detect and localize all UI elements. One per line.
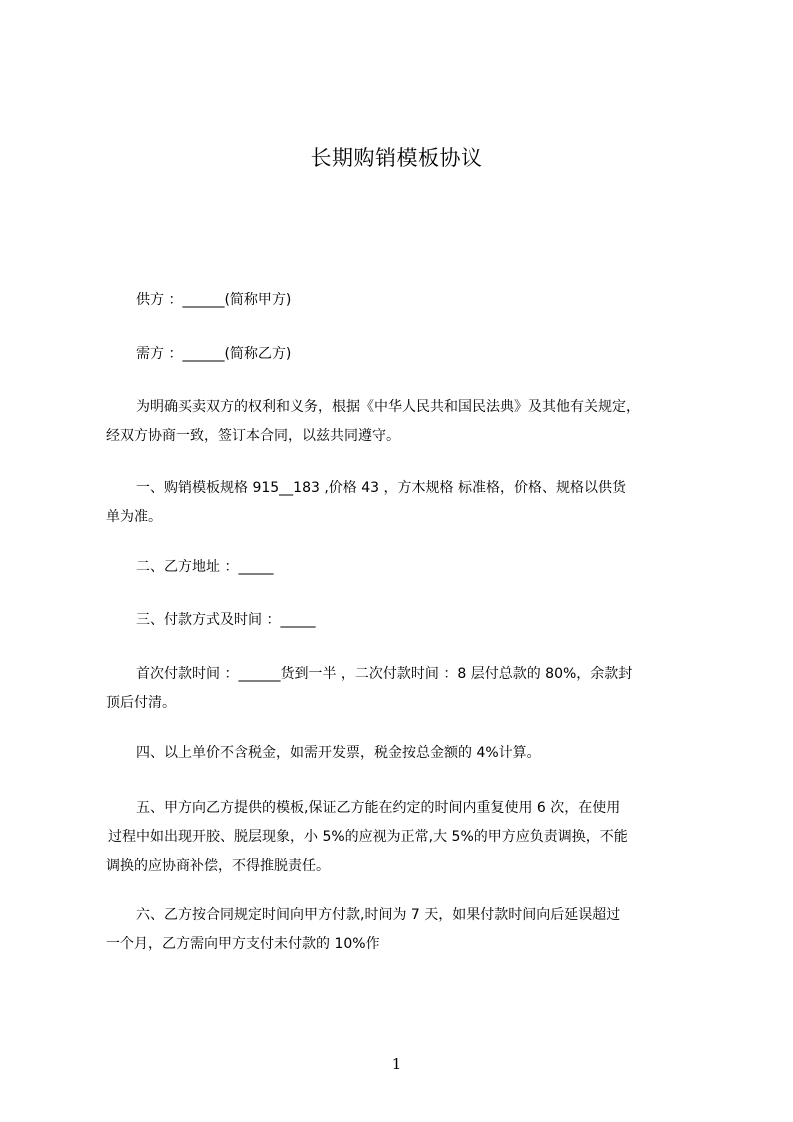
supplier-line — [106, 286, 706, 315]
preamble-paragraph — [106, 393, 706, 451]
paragraph-line: 单为准。 — [106, 509, 162, 525]
clause-2-paragraph — [106, 553, 706, 582]
paragraph-line: 五、甲方向乙方提供的模板,保证乙方能在约定的时间内重复使用 6 次，在使用 — [136, 800, 621, 816]
buyer-line — [106, 340, 706, 369]
clause-6-paragraph — [106, 901, 706, 959]
clause-5-paragraph — [106, 794, 706, 881]
paragraph-line: 需方 ：______(简称乙方) — [136, 346, 292, 362]
payment-schedule-paragraph — [106, 660, 706, 718]
paragraph-line: 首次付款时间 ：______货到一半 ，二次付款时间 ：8 层付总款的 80%，余款封 — [136, 666, 633, 682]
document-title: 长期购销模板协议 — [310, 146, 483, 170]
paragraph-line: 三、付款方式及时间 ：_____ — [136, 612, 316, 628]
clause-4-paragraph — [106, 739, 706, 768]
paragraph-line: 一个月，乙方需向甲方支付未付款的 10%作 — [106, 936, 380, 952]
paragraph-line: 为明确买卖双方的权利和义务，根据《中华人民共和国民法典》及其他有关规定， — [136, 399, 640, 415]
clause-3-paragraph — [106, 606, 706, 635]
paragraph-line: 经双方协商一致，签订本合同，以兹共同遵守。 — [106, 428, 400, 444]
paragraph-line: 二、乙方地址 ：_____ — [136, 559, 274, 575]
page-number: 1 — [391, 1055, 402, 1073]
paragraph-line: 顶后付清。 — [106, 695, 176, 711]
paragraph-line: 一、购销模板规格 915__183 ,价格 43 ，方木规格 标准格，价格、规格以供货 — [136, 480, 626, 496]
paragraph-line: 过程中如出现开胶、脱层现象，小 5%的应视为正常,大 5%的甲方应负责调换，不能 — [108, 829, 628, 845]
clause-1-paragraph — [106, 474, 706, 532]
paragraph-line: 四、以上单价不含税金，如需开发票，税金按总金额的 4%计算。 — [136, 745, 541, 761]
paragraph-line: 调换的应协商补偿，不得推脱责任。 — [106, 858, 330, 874]
paragraph-line: 供方 ：______(简称甲方) — [136, 292, 292, 308]
paragraph-line: 六、乙方按合同规定时间向甲方付款,时间为 7 天，如果付款时间向后延误超过 — [136, 907, 621, 923]
